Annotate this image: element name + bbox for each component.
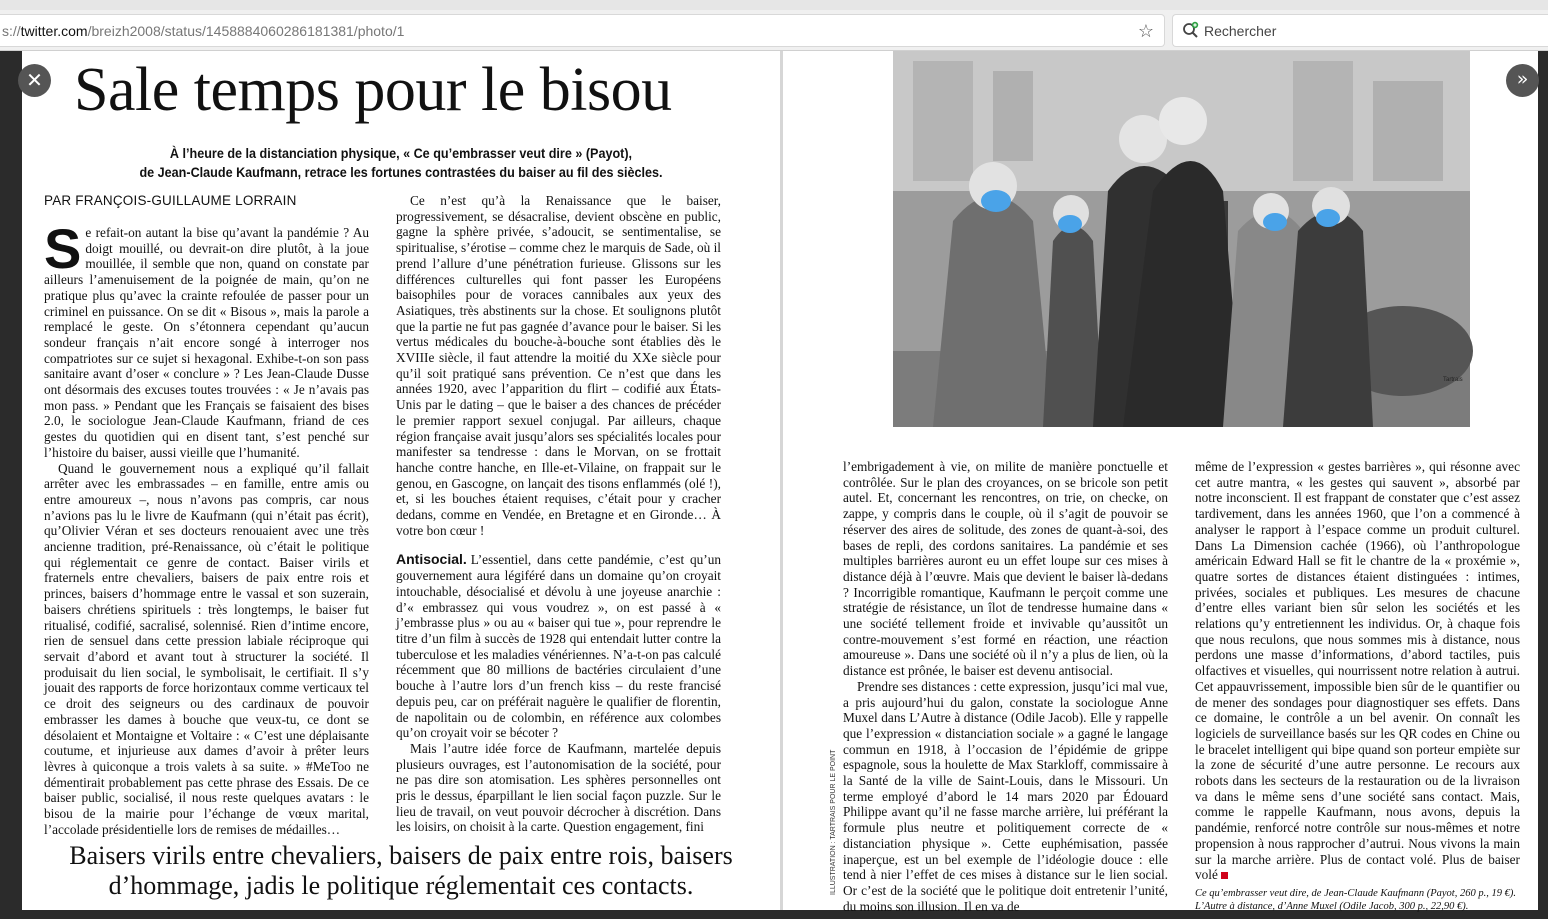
- close-viewer-button[interactable]: [18, 64, 51, 97]
- book-reference: Ce qu’embrasser veut dire, de Jean-Claude Kaufmann (Payot, 260 p., 19 €).: [1195, 887, 1516, 899]
- paragraph: Ce n’est qu’à la Renaissance que le baiser, progressivement, se désacralise, devient obscène en public, gagne la sphère privée, s’adoucit, se sentimentalise, se spiritualise, s’érotise – comme chez le marquis de Sade, où il prend l’allure d’une pénétration furieuse. Glissons sur les différences culturelles qui font passer les Européens baisophiles pour de voraces cannibales aux yeux des Asiatiques, très abstinents sur la chose. Et soulignons plutôt que la partie ne fut pas gagnée d’avance pour le baiser. Si les vertus médicales du bouche-à-bouche sont établies dès le XVIIIe siècle, il faut attendre la moitié du XXe siècle pour qu’il soit pratiqué sans prévention. Ce n’est que dans les années 1920, avec l’apparition du flirt – codifié aux États-Unis par le dating – que le baiser a des chances de précéder le premier rapport sexuel conjugal. Par ailleurs, chaque région française avait jusqu’alors ses spécialités locales pour manifester sa tendresse : dans le Morvan, on se frottait hanche contre hanche, en Ille-et-Vilaine, on frappait sur le genou, en Gascogne, on lançait des tisons enflammés (olé !), et, si les bouches étaient requises, c’était pour y cracher dedans, comme en Vendée, en Bretagne et en Gironde… À votre bon cœur !: [396, 193, 721, 538]
- subtitle-line-2: de Jean-Claude Kaufmann, retrace les fortunes contrastées du baiser au fil des siècles.: [139, 164, 663, 180]
- search-icon: [1182, 21, 1200, 39]
- text-column-4: [1195, 459, 1520, 912]
- paragraph-text: L’essentiel, dans cette pandémie, c’est qu’un gouvernement aura légiféré dans un domaine qu’on croyait intouchable, désocialisé et dévolu à une joyeuse anarchie : d’« embrassez qui vous voudrez », on est passé à « j’embrasse plus » ou au « baiser qui tue », pour reprendre le titre d’un film à succès de 1928 qui entendait lutter contre la tuberculose et les maladies vénériennes. N’a-t-on pas calculé récemment que 80 millions de bactéries circulaient d’une bouche à l’autre lors d’un french kiss – du reste francisé depuis peu, car on préférait naguère le qualifier de florentin, de napolitain ou de colombin, en référence aux colombes qu’on croyait voir se bécoter ?: [396, 552, 721, 741]
- byline: PAR FRANÇOIS-GUILLAUME LORRAIN: [44, 193, 297, 208]
- left-page: [22, 51, 780, 910]
- text-column-3: [843, 459, 1168, 914]
- url-path: /breizh2008/status/1458884060286181381/photo/1: [87, 23, 405, 39]
- tab-strip: [0, 0, 1548, 10]
- end-mark-icon: [1221, 872, 1228, 879]
- paragraph: Quand le gouvernement nous a expliqué qu’il fallait arrêter avec les embrassades – en famille, entre amis ou entre amoureux –, nous n’avons pas compris, car nous n’avions pas lu le livre de Kaufmann (qui n’était pas écrit), qu’Olivier Véran et ses docteurs renouaient avec une très ancienne tradition, pré-Renaissance, où c’était le politique qui réglementait ce genre de contact. Baiser virils et fraternels entre chevaliers, baisers de paix entre rois et princes, baisers d’hommage entre le vassal et son suzerain, baisers chrétiens spirituels : très longtemps, le baiser fut ritualisé, codifié, sacralisé, solennisé. Rien d’intime encore, rien de sensuel dans cette pression labiale réciproque qui servait d’abord et avant tout à structurer la société. Il produisait du lien social, le symbolisait, le certifiait. Il s’y jouait des rapports de force horizontaux comme verticaux tel ce droit des seigneurs ou des cardinaux de pouvoir embrasser les dames à bouche que veux-tu, ce dont se désolaient et Montaigne et Voltaire : « C’est une déplaisante coutume, et injurieuse aux dames d’avoir à prêter leurs lèvres à quiconque a trois valets à sa suite. » #MeToo ne démentirait probablement pas cette phrase des Essais. De ce baiser public, socialisé, il nous reste quelques avatars : le bisou de la mairie pour l’échange de vœux marital, l’accolade présidentielle lors de remises de médailles…: [44, 460, 369, 837]
- search-placeholder: Rechercher: [1204, 23, 1277, 39]
- paragraph: Prendre ses distances : cette expression, jusqu’ici mal vue, a pris aujourd’hui du galon, constate la sociologue Anne Muxel dans L’Autre à distance (Odile Jacob). Elle y rappelle que l’expression « distanciation sociale » a gagné le langage commun en 1918, à l’occasion de l’épidémie de grippe espagnole, sous la houlette de Max Starkloff, commissaire à la Santé de la ville de Saint-Louis, dans le Missouri. Un terme employé d’abord le 14 mars 2020 par Édouard Philippe avant qu’il ne fasse marche arrière, lui préférant la formule plus neutre et politiquement correcte de « distanciation physique ». Cette euphémisation, passée inaperçue, est un bel exemple de l’idéologie douce : elle tend à nier l’effet de ces mises à distance sur le lien social. Or c’est de la société que le politique doit entretenir l’unité, du moins son illusion. Il en va de: [843, 678, 1168, 914]
- address-bar[interactable]: [0, 14, 1165, 47]
- paragraph-text: même de l’expression « gestes barrières », qui résonne avec cet autre mantra, « les gestes qui sauvent », absorbé par notre inconscient. Il est frappant de constater que c’est assez tardivement, dans les années 1960, que l’on a commencé à analyser le rapport à l’espace comme un produit culturel. Dans La Dimension cachée (1966), où l’anthropologue américain Edward Hall se fit le chantre de la « proxémie », quatre sortes de distances étaient distinguées : intimes, privées, sociales et publiques. Les mesures de chacune d’entre elles variant bien sûr selon les sociétés et les relations qu’y entretiennent les individus. Or, à chaque fois que nous reculons, que nous sommes mis à distance, nous perdons une masse d’informations, d’abord tactiles, puis olfactives et visuelles, qui nourrissent notre relation à autrui. Cet appauvrissement, impossible bien sûr de le quantifier ou de mener des sondages pour diagnostiquer ses effets. Dans ce domaine, le contrôle a un bel avenir. On connaît les logiciels de surveillance basés sur les QR codes en Chine ou le bracelet intelligent qui bipe quand son porteur empiète sur la zone de sécurité d’une autre personne. Le recours aux robots dans les secteurs de la restauration ou de la livraison va dans le même sens d’une société sans contact. Mais, comme le rappelle Kaufmann, nous avons, depuis la pandémie, renforcé notre contrôle sur nous-mêmes et notre propension à nous rapprocher d’autrui. Nous vivons la main sur la marche arrière. Plus de contact volé. Plus de baiser volé: [1195, 459, 1520, 883]
- paragraph: [1195, 459, 1520, 883]
- right-page: [783, 51, 1538, 914]
- pull-quote-line-2: d’hommage, jadis le politique réglementait ces contacts.: [108, 871, 694, 900]
- pull-quote: [22, 841, 780, 901]
- book-reference: L’Autre à distance, d’Anne Muxel (Odile Jacob, 300 p., 22,90 €).: [1195, 900, 1469, 912]
- illustration-credit: ILLUSTRATION : TARTRAIS POUR LE POINT: [830, 749, 837, 895]
- url-prefix: s://: [2, 23, 21, 39]
- paragraph: l’embrigadement à vie, on milite de manière ponctuelle et contrôlée. Sur le plan des croyances, on se bricole son petit autel. Et, concernant les rencontres, on trie, on checke, on zappe, y compris dans le couple, où il s’agit de pouvoir se réserver des aires de solitude, des zones de quant-à-soi, des bases de repli, des cordons sanitaires. La pandémie et ses multiples barrières auront eu un effet loupe sur ces mises à distance déjà à l’œuvre. Mais que devient le baiser là-dedans ? Incorrigible romantique, Kaufmann le perçoit comme une stratégie de résistance, un îlot de tendresse humaine dans « une société tellement froide et invivable qu’aussitôt un contre-mouvement s’est formé en réaction, une réaction amoureuse ». Dans une société où il n’y a plus de lien, où la distance est prônée, le baiser est devenu antisocial.: [843, 459, 1168, 679]
- url-domain: twitter.com: [20, 23, 88, 39]
- paragraph: Mais l’autre idée force de Kaufmann, martelée depuis plusieurs ouvrages, est l’autonomisation de la société, pour ne pas dire son atomisation. Les sphères personnelles ont pris le dessus, éparpillant le lien social façon puzzle. Sur le lieu de travail, on veut pouvoir décrocher à discrétion. Dans les loisirs, on choisit à la carte. Question engagement, fini: [396, 740, 721, 835]
- pull-quote-line-1: Baisers virils entre chevaliers, baisers de paix entre rois, baisers: [69, 841, 733, 870]
- next-photo-button[interactable]: [1506, 64, 1539, 97]
- paragraph: [396, 552, 721, 740]
- kissing-couple-illustration: [893, 51, 1470, 427]
- svg-text:Tartrais: Tartrais: [1443, 377, 1463, 383]
- article-subtitle: [60, 144, 742, 182]
- text-column-1: [44, 217, 369, 837]
- chevron-right-icon: »: [1516, 68, 1529, 90]
- search-box[interactable]: [1172, 14, 1548, 47]
- text-column-2: [396, 193, 721, 835]
- paragraph-text: e refait-on autant la bise qu’avant la pandémie ? Au doigt mouillé, ou devrait-on dire plutôt, à la joue mouillée, il semble que non, quand on constate par ailleurs l’amenuisement de la poignée de main, qu’on ne pratique plus qu’avec la crainte refoulée de passer pour un criminel en puissance. On se dit « Bisous », mais la parole a remplacé le geste. On s’étonnera cependant qu’aucun sondeur français n’ait encore songé à interroger nos compatriotes sur ce sujet si hexagonal. Exhibe-t-on son pass sanitaire avant d’oser « conclure » ? Les Jean-Claude Dusse ont désormais des excuses toutes trouvées : « Je n’avais pas mon pass. » Pendant que les Français se faisaient des bises 2.0, le sociologue Jean-Claude Kaufmann, friand de ces gestes du quotidien qui en disent tant, s’est penché sur l’histoire du baiser, aussi vieille que l’humanité.: [44, 225, 369, 460]
- drop-cap: S: [44, 217, 82, 280]
- bookmark-star-icon[interactable]: ☆: [1137, 21, 1155, 41]
- close-icon: ✕: [26, 68, 43, 92]
- paragraph: [44, 217, 369, 461]
- browser-toolbar: [0, 0, 1548, 51]
- section-heading: Antisocial.: [396, 551, 467, 568]
- subtitle-line-1: À l’heure de la distanciation physique, « Ce qu’embrasser veut dire » (Payot),: [169, 145, 633, 161]
- article-title: Sale temps pour le bisou: [74, 56, 672, 124]
